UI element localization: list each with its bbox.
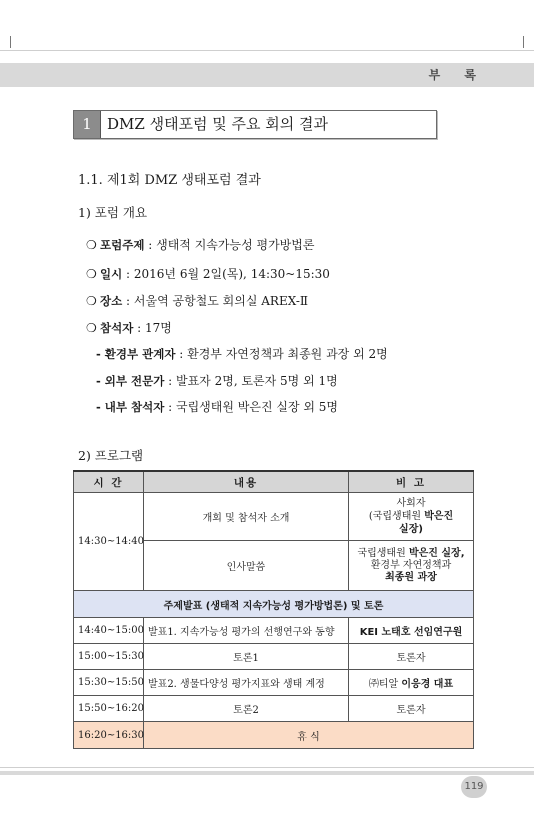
content-cell: 토론2 (144, 696, 349, 722)
content-cell: 개회 및 참석자 소개 (144, 493, 349, 541)
crop-mark-right (523, 36, 534, 48)
break-cell: 휴 식 (144, 722, 474, 749)
table-row (74, 493, 474, 541)
bullet-icon: ❍ (86, 321, 97, 335)
overview-item-date: ❍ 일시 : 2016년 6월 2일(목), 14:30~15:30 (86, 267, 330, 281)
subsection-title: 1.1. 제1회 DMZ 생태포럼 결과 (78, 173, 261, 188)
content-cell: 토론1 (144, 644, 349, 670)
bullet-icon: ❍ (86, 238, 97, 252)
overview-heading: 1) 포럼 개요 (78, 205, 148, 220)
break-row (74, 722, 474, 749)
overview-item-place: ❍ 장소 : 서울역 공항철도 회의실 AREX-Ⅱ (86, 294, 309, 308)
section-title: DMZ 생태포럼 및 주요 회의 결과 (107, 115, 329, 133)
theme-row (74, 591, 474, 618)
footer-band (0, 771, 534, 775)
overview-item-attendees: ❍ 참석자 : 17명 (86, 321, 172, 335)
header-label: 부 록 (428, 68, 486, 82)
bullet-icon: ❍ (86, 267, 97, 281)
program-heading: 2) 프로그램 (78, 448, 144, 463)
column-header-time: 시 간 (74, 471, 144, 493)
table-row (74, 670, 474, 696)
attendee-ministry: - 환경부 관계자 : 환경부 자연정책과 최종원 과장 외 2명 (96, 347, 388, 361)
time-cell: 15:00~15:30 (74, 644, 144, 670)
content-cell: 인사말씀 (144, 541, 349, 591)
note-cell: 토론자 (349, 696, 474, 722)
note-cell: ㈜티알 이응경 대표 (349, 670, 474, 696)
table-header-row (74, 471, 474, 493)
note-cell: KEI 노태호 선임연구원 (349, 618, 474, 644)
program-table (73, 470, 474, 749)
content-cell: 발표2. 생물다양성 평가지표와 생태 계정 (144, 670, 349, 696)
note-cell: 토론자 (349, 644, 474, 670)
content-cell: 발표1. 지속가능성 평가의 선행연구와 동향 (144, 618, 349, 644)
time-cell: 14:40~15:00 (74, 618, 144, 644)
table-row (74, 696, 474, 722)
bottom-rule (0, 767, 534, 768)
top-rule (0, 50, 534, 51)
note-cell: 사회자 (국립생태원 박은진 실장) (349, 493, 474, 541)
note-cell: 국립생태원 박은진 실장, 환경부 자연정책과 최종원 과장 (349, 541, 474, 591)
time-cell: 14:30~14:40 (74, 493, 144, 591)
section-number: 1 (74, 111, 101, 138)
attendee-internal: - 내부 참석자 : 국립생태원 박은진 실장 외 5명 (96, 400, 338, 414)
time-cell: 15:30~15:50 (74, 670, 144, 696)
running-header (0, 63, 534, 87)
table-row (74, 644, 474, 670)
time-cell: 15:50~16:20 (74, 696, 144, 722)
overview-item-topic: ❍ 포럼주제 : 생태적 지속가능성 평가방법론 (86, 238, 315, 252)
time-cell: 16:20~16:30 (74, 722, 144, 749)
theme-cell: 주제발표 (생태적 지속가능성 평가방법론) 및 토론 (74, 591, 474, 618)
column-header-note: 비 고 (349, 471, 474, 493)
table-row (74, 618, 474, 644)
bullet-icon: ❍ (86, 294, 97, 308)
attendee-external: - 외부 전문가 : 발표자 2명, 토론자 5명 외 1명 (96, 374, 338, 388)
crop-mark-left (0, 36, 11, 48)
section-heading (73, 110, 437, 139)
page-number: 119 (461, 776, 487, 798)
column-header-content: 내용 (144, 471, 349, 493)
